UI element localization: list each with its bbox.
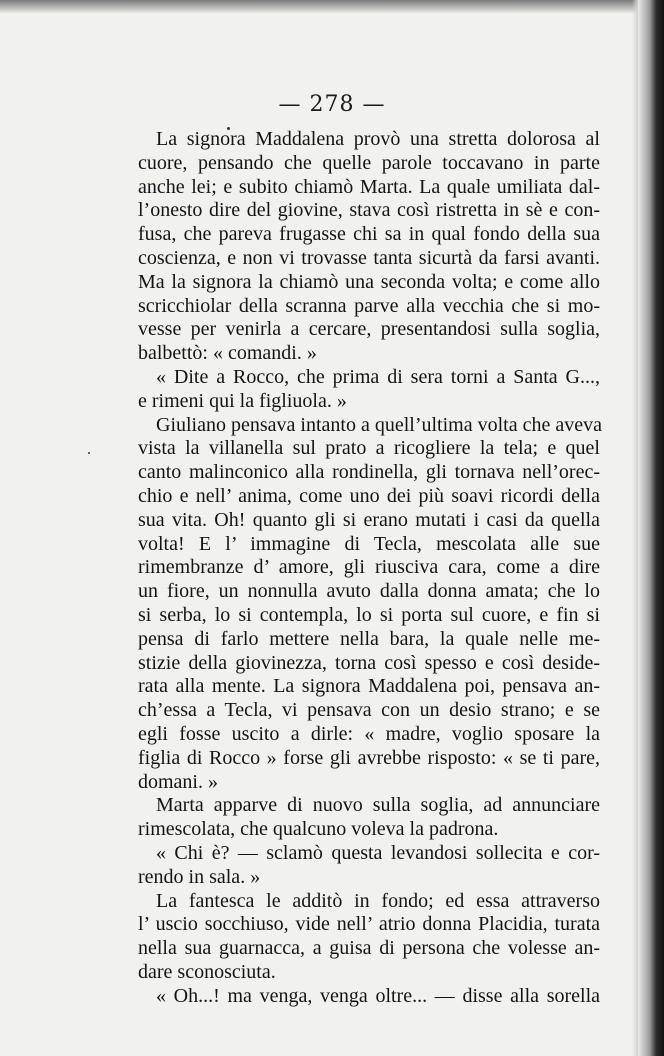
text-line: ch’essa a Tecla, vi pensava con un desio strano; e se bbox=[138, 699, 600, 722]
text-line: domani. » bbox=[138, 770, 218, 793]
text-line: l’onesto dire del giovine, stava così ristretta in sè e con- bbox=[138, 199, 600, 222]
text-line: rimescolata, che qualcuno voleva la padrona. bbox=[138, 818, 499, 841]
text-line: fusa, che pareva frugasse chi sa in qual fondo della sua bbox=[138, 223, 600, 246]
book-spine-edge bbox=[638, 0, 664, 1056]
text-line: « Chi è? — sclamò questa levandosi sollecita e cor- bbox=[156, 841, 600, 864]
text-line: coscienza, e non vi trovasse tanta sicurtà da farsi avanti. bbox=[138, 246, 600, 269]
body-text bbox=[138, 128, 600, 1008]
text-line: chio e nell’ anima, come uno dei più soavi ricordi della bbox=[138, 484, 600, 507]
text-line: pensa di farlo mettere nella bara, la quale nelle me- bbox=[138, 627, 600, 650]
text-line: « Dite a Rocco, che prima di sera torni a Santa G..., bbox=[156, 365, 600, 388]
text-line: nella sua guarnacca, a guisa di persona che volesse an- bbox=[138, 937, 600, 960]
text-line: si serba, lo si contempla, lo si porta sul cuore, e fin si bbox=[138, 603, 600, 626]
text-line: figlia di Rocco » forse gli avrebbe risposto: « se ti pare, bbox=[138, 746, 600, 769]
print-speck bbox=[88, 452, 90, 454]
text-line: rendo in sala. » bbox=[138, 865, 261, 888]
text-line: Marta apparve di nuovo sulla soglia, ad annunciare bbox=[156, 794, 600, 817]
text-line: rata alla mente. La signora Maddalena poi, pensava an- bbox=[138, 675, 600, 698]
text-line: La fantesca le additò in fondo; ed essa attraverso bbox=[156, 889, 600, 912]
text-line: rimembranze d’ amore, gli riusciva cara, come a dire bbox=[138, 556, 600, 579]
text-line: stizie della giovinezza, torna così spesso e così deside- bbox=[138, 651, 600, 674]
text-line: sua vita. Oh! quanto gli si erano mutati i casi da quella bbox=[138, 508, 600, 531]
text-line: anche lei; e subito chiamò Marta. La quale umiliata dal- bbox=[138, 175, 600, 198]
text-line: La signora Maddalena provò una stretta dolorosa al bbox=[156, 128, 600, 150]
text-line: scricchiolar della scranna parve alla vecchia che si mo- bbox=[138, 294, 600, 317]
text-line: egli fosse uscito a dirle: « madre, voglio sposare la bbox=[138, 722, 600, 745]
text-line: canto malinconico alla rondinella, gli tornava nell’orec- bbox=[138, 461, 600, 484]
text-line: e rimeni qui la figliuola. » bbox=[138, 389, 347, 412]
text-line: un fiore, un nonnulla avuto dalla donna amata; che lo bbox=[138, 580, 600, 603]
text-line: Ma la signora la chiamò una seconda volta; e come allo bbox=[138, 270, 600, 293]
text-line: vesse per venirla a cercare, presentandosi sulla soglia, bbox=[138, 318, 600, 341]
text-line: dare sconosciuta. bbox=[138, 960, 276, 983]
page-number: — 278 — bbox=[278, 92, 386, 117]
text-line: l’ uscio socchiuso, vide nell’ atrio donna Placidia, turata bbox=[138, 913, 600, 936]
text-line: vista la villanella sul prato a ricogliere la tela; e quel bbox=[138, 437, 600, 460]
top-scan-shadow bbox=[0, 0, 664, 14]
text-line: balbettò: « comandi. » bbox=[138, 342, 317, 365]
text-line: « Oh...! ma venga, venga oltre... — disse alla sorella bbox=[156, 984, 600, 1007]
text-line: volta! E l’ immagine di Tecla, mescolata alle sue bbox=[138, 532, 600, 555]
text-line: cuore, pensando che quelle parole toccavano in parte bbox=[138, 151, 600, 174]
text-line: Giuliano pensava intanto a quell’ultima volta che aveva bbox=[156, 413, 602, 436]
